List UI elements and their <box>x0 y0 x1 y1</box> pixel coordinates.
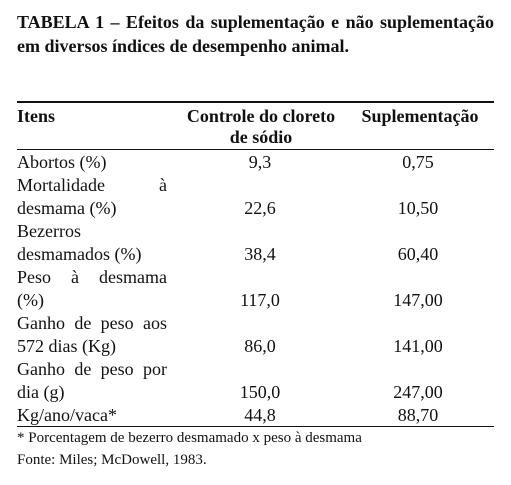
row-supplement-bezerros: 60,40 <box>397 244 439 264</box>
row-label-mortalidade: Mortalidade à desmama (%) <box>17 175 167 218</box>
row-control-abortos: 9,3 <box>248 152 272 172</box>
table-footnote: * Porcentagem de bezerro desmamado x peso à desmama <box>17 430 362 446</box>
row-control-ganho-dia: 150,0 <box>239 382 281 402</box>
row-supplement-peso-desmama: 147,00 <box>393 290 443 310</box>
row-supplement-mortalidade: 10,50 <box>397 198 439 218</box>
row-supplement-ganho-572: 141,00 <box>393 336 443 356</box>
header-supplement: Suplementação <box>361 106 479 126</box>
row-control-kg-ano-vaca: 44,8 <box>244 405 276 425</box>
table-header-rule <box>17 149 494 150</box>
header-control: Controle do cloreto de sódio <box>186 106 336 147</box>
row-control-peso-desmama: 117,0 <box>240 290 280 310</box>
row-control-mortalidade: 22,6 <box>244 198 276 218</box>
row-label-bezerros: Bezerros desmamados (%) <box>17 221 142 264</box>
row-label-ganho-dia: Ganho de peso por dia (g) <box>17 359 167 402</box>
row-label-peso-desmama: Peso à desmama (%) <box>17 267 167 310</box>
row-label-abortos: Abortos (%) <box>17 152 107 172</box>
table-caption: TABELA 1 – Efeitos da suplementação e não suplementação em diversos índices de desempenho animal. <box>17 12 494 56</box>
row-supplement-abortos: 0,75 <box>402 152 434 172</box>
table-top-rule <box>17 101 494 103</box>
row-control-ganho-572: 86,0 <box>244 336 276 356</box>
row-supplement-ganho-dia: 247,00 <box>393 382 443 402</box>
row-control-bezerros: 38,4 <box>244 244 276 264</box>
table-source: Fonte: Miles; McDowell, 1983. <box>17 452 207 468</box>
table-bottom-rule <box>17 426 494 427</box>
row-supplement-kg-ano-vaca: 88,70 <box>397 405 439 425</box>
row-label-ganho-572: Ganho de peso aos 572 dias (Kg) <box>17 313 167 356</box>
row-label-kg-ano-vaca: Kg/ano/vaca* <box>17 405 117 425</box>
header-items: Itens <box>17 106 56 126</box>
